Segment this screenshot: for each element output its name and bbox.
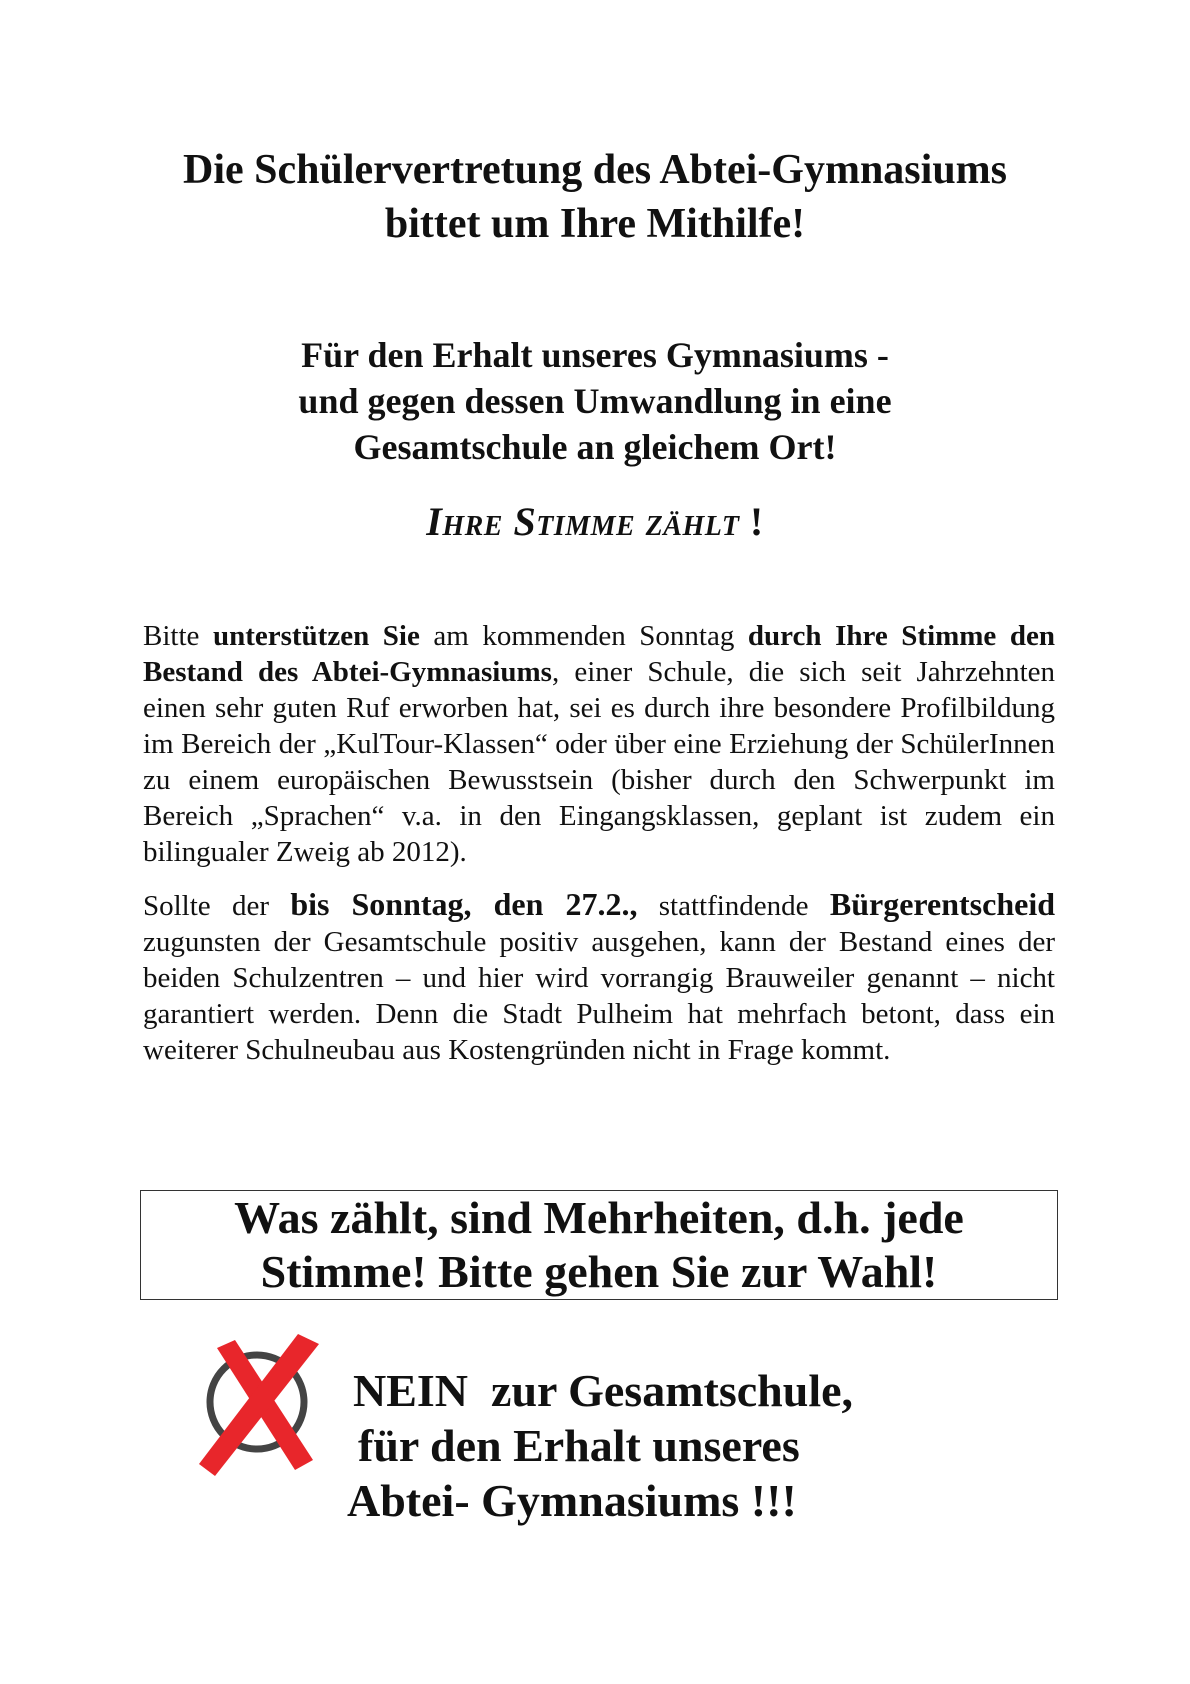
callout-line-2: Stimme! Bitte gehen Sie zur Wahl!: [260, 1246, 938, 1297]
slogan-text: Ihre Stimme zählt: [426, 499, 740, 544]
subtitle-line-2: und gegen dessen Umwandlung in eine: [298, 381, 892, 421]
vote-line-2: für den Erhalt unseres: [358, 1420, 800, 1471]
vote-line-3: Abtei- Gymnasiums !!!: [347, 1475, 797, 1526]
ballot-cross-icon: [195, 1330, 325, 1480]
p1-text-3: , einer Schule, die sich seit Jahrzehnten einen sehr guten Ruf erworben hat, sei es durch ihre besondere Profilbildung im Bereich der „KulTour-Klassen“ oder über eine Erziehung der SchülerInnen zu einem europäischen Bewusstsein (bisher durch den Schwerpunkt im Bereich „Sprachen“ v.a. in den Eingangsklassen, geplant ist zudem ein bilingualer Zweig ab 2012).: [143, 656, 1055, 868]
title-line-2: bittet um Ihre Mithilfe!: [384, 201, 806, 247]
page-title: [100, 143, 1090, 251]
title-line-1: Die Schülervertretung des Abtei-Gymnasiums: [182, 147, 1008, 193]
p2-text-1: Sollte der: [143, 890, 291, 922]
subtitle: [100, 332, 1090, 470]
callout-line-1: Was zählt, sind Mehrheiten, d.h. jede: [234, 1192, 964, 1243]
subtitle-line-3: Gesamtschule an gleichem Ort!: [353, 427, 837, 467]
ballot-cross-graphic: [195, 1330, 325, 1480]
p1-bold-1: unterstützen Sie: [212, 620, 420, 652]
vote-no-statement: [330, 1363, 950, 1528]
p1-text-2: am kommenden Sonntag: [419, 620, 748, 652]
p2-text-3: zugunsten der Gesamtschule positiv ausgehen, kann der Bestand eines der beiden Schulzentren – und hier wird vorrangig Brauweiler genannt – nicht garantiert werden. Denn die Stadt Pulheim hat mehrfach betont, dass ein weiterer Schulneubau aus Kostengründen nicht in Frage kommt.: [143, 926, 1055, 1066]
p1-text-1: Bitte: [143, 620, 213, 652]
paragraph-support: [143, 618, 1055, 870]
paragraph-referendum: [143, 886, 1055, 1068]
p2-text-2: stattfindende: [637, 890, 830, 922]
vote-line-1: NEIN zur Gesamtschule,: [353, 1365, 854, 1416]
p2-bold-2: Bürgerentscheid: [829, 886, 1056, 922]
p2-bold-1: bis Sonntag, den 27.2.,: [290, 886, 638, 922]
slogan-exclamation: !: [749, 499, 764, 544]
subtitle-line-1: Für den Erhalt unseres Gymnasiums -: [301, 335, 889, 375]
p1-bold-2: durch Ihre Stimme den Bestand des Abtei-Gymnasiums: [143, 620, 1055, 688]
callout-box: [140, 1190, 1058, 1300]
slogan: [100, 497, 1090, 547]
